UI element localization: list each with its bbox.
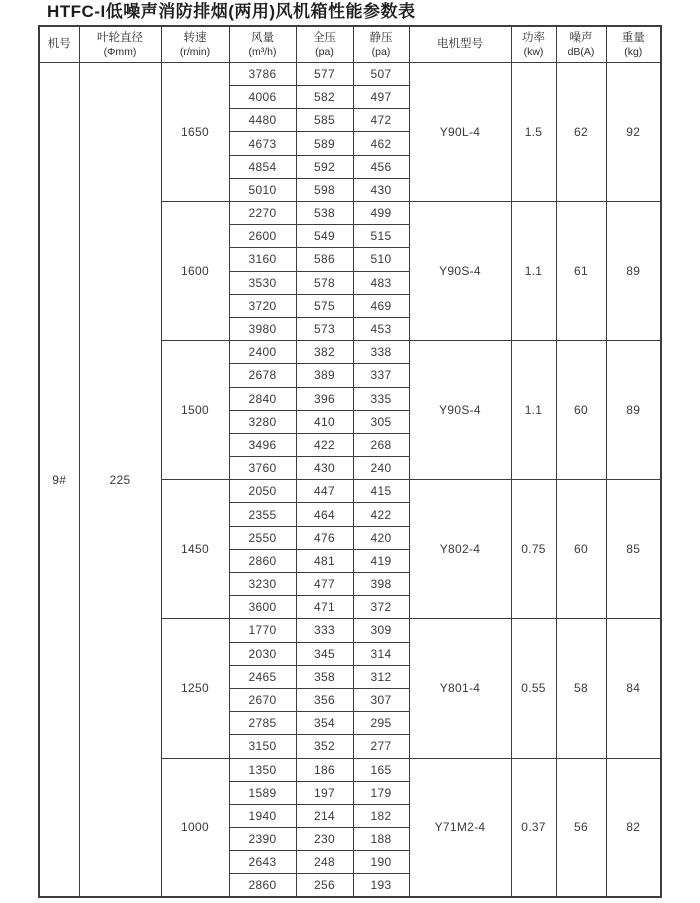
static-pressure-cell: 456 [353,155,409,178]
weight-cell: 89 [606,202,661,341]
total-pressure-cell: 248 [296,851,353,874]
column-unit: dB(A) [567,45,595,58]
total-pressure-cell: 538 [296,202,353,225]
column-header-air-volume [229,26,296,62]
power-cell: 0.55 [511,619,556,758]
air-volume-cell: 5010 [229,178,296,201]
total-pressure-cell: 422 [296,433,353,456]
power-cell: 0.37 [511,758,556,897]
column-header-static-pressure [353,26,409,62]
air-volume-cell: 4673 [229,132,296,155]
column-unit: (kg) [624,45,643,58]
column-header-speed [161,26,229,62]
static-pressure-cell: 462 [353,132,409,155]
column-header-impeller-diameter [79,26,161,62]
total-pressure-cell: 256 [296,874,353,897]
air-volume-cell: 3160 [229,248,296,271]
static-pressure-cell: 305 [353,410,409,433]
static-pressure-cell: 472 [353,109,409,132]
static-pressure-cell: 415 [353,480,409,503]
noise-cell: 61 [556,202,606,341]
motor-model-cell: Y71M2-4 [409,758,511,897]
weight-cell: 85 [606,480,661,619]
machine-no-cell: 9# [39,62,79,897]
static-pressure-cell: 314 [353,642,409,665]
table-body [39,62,661,897]
column-unit: (Φmm) [103,45,137,58]
air-volume-cell: 4854 [229,155,296,178]
motor-model-cell: Y90S-4 [409,202,511,341]
header-row [39,26,661,62]
air-volume-cell: 2465 [229,665,296,688]
air-volume-cell: 1940 [229,804,296,827]
speed-cell: 1450 [161,480,229,619]
table-header [39,26,661,62]
static-pressure-cell: 483 [353,271,409,294]
air-volume-cell: 3760 [229,457,296,480]
total-pressure-cell: 464 [296,503,353,526]
air-volume-cell: 1770 [229,619,296,642]
total-pressure-cell: 476 [296,526,353,549]
column-label: 机号 [47,38,71,51]
air-volume-cell: 2400 [229,341,296,364]
static-pressure-cell: 419 [353,549,409,572]
motor-model-cell: Y90S-4 [409,341,511,480]
total-pressure-cell: 578 [296,271,353,294]
air-volume-cell: 2050 [229,480,296,503]
static-pressure-cell: 312 [353,665,409,688]
column-label: 静压 [369,32,393,45]
air-volume-cell: 3720 [229,294,296,317]
total-pressure-cell: 352 [296,735,353,758]
column-label: 电机型号 [437,38,483,51]
air-volume-cell: 2860 [229,549,296,572]
power-cell: 1.1 [511,341,556,480]
air-volume-cell: 1589 [229,781,296,804]
static-pressure-cell: 182 [353,804,409,827]
total-pressure-cell: 598 [296,178,353,201]
air-volume-cell: 2643 [229,851,296,874]
column-unit: (m³/h) [248,45,277,58]
total-pressure-cell: 582 [296,86,353,109]
speed-cell: 1650 [161,62,229,201]
weight-cell: 89 [606,341,661,480]
total-pressure-cell: 585 [296,109,353,132]
air-volume-cell: 3786 [229,62,296,85]
weight-cell: 84 [606,619,661,758]
column-header-noise [556,26,606,62]
air-volume-cell: 2390 [229,828,296,851]
column-header-motor-model [409,26,511,62]
static-pressure-cell: 453 [353,317,409,340]
air-volume-cell: 2670 [229,688,296,711]
column-label: 全压 [313,32,336,45]
motor-model-cell: Y802-4 [409,480,511,619]
table-row [39,62,661,85]
power-cell: 0.75 [511,480,556,619]
total-pressure-cell: 356 [296,688,353,711]
column-header-machine-no [39,26,79,62]
column-label: 叶轮直径 [97,32,143,45]
column-header-total-pressure [296,26,353,62]
total-pressure-cell: 477 [296,573,353,596]
total-pressure-cell: 333 [296,619,353,642]
total-pressure-cell: 396 [296,387,353,410]
power-cell: 1.1 [511,202,556,341]
air-volume-cell: 3230 [229,573,296,596]
column-label: 噪声 [569,32,593,45]
column-unit: (kw) [523,45,544,58]
total-pressure-cell: 186 [296,758,353,781]
air-volume-cell: 2030 [229,642,296,665]
column-unit: (pa) [371,45,391,58]
speed-cell: 1500 [161,341,229,480]
static-pressure-cell: 190 [353,851,409,874]
total-pressure-cell: 358 [296,665,353,688]
speed-cell: 1600 [161,202,229,341]
static-pressure-cell: 420 [353,526,409,549]
weight-cell: 92 [606,62,661,201]
static-pressure-cell: 337 [353,364,409,387]
fan-spec-table [38,25,662,898]
noise-cell: 60 [556,341,606,480]
total-pressure-cell: 589 [296,132,353,155]
total-pressure-cell: 586 [296,248,353,271]
static-pressure-cell: 179 [353,781,409,804]
impeller-diameter-cell: 225 [79,62,161,897]
static-pressure-cell: 165 [353,758,409,781]
total-pressure-cell: 447 [296,480,353,503]
column-label: 功率 [522,32,545,45]
static-pressure-cell: 335 [353,387,409,410]
motor-model-cell: Y90L-4 [409,62,511,201]
noise-cell: 58 [556,619,606,758]
air-volume-cell: 4480 [229,109,296,132]
total-pressure-cell: 410 [296,410,353,433]
static-pressure-cell: 268 [353,433,409,456]
air-volume-cell: 2355 [229,503,296,526]
total-pressure-cell: 230 [296,828,353,851]
static-pressure-cell: 188 [353,828,409,851]
column-header-power [511,26,556,62]
total-pressure-cell: 549 [296,225,353,248]
air-volume-cell: 3600 [229,596,296,619]
static-pressure-cell: 295 [353,712,409,735]
total-pressure-cell: 214 [296,804,353,827]
page [0,2,700,898]
column-header-weight [606,26,661,62]
static-pressure-cell: 430 [353,178,409,201]
total-pressure-cell: 389 [296,364,353,387]
air-volume-cell: 4006 [229,86,296,109]
column-unit: (pa) [315,45,334,58]
total-pressure-cell: 592 [296,155,353,178]
static-pressure-cell: 510 [353,248,409,271]
air-volume-cell: 3496 [229,433,296,456]
static-pressure-cell: 497 [353,86,409,109]
static-pressure-cell: 240 [353,457,409,480]
total-pressure-cell: 471 [296,596,353,619]
air-volume-cell: 2600 [229,225,296,248]
noise-cell: 60 [556,480,606,619]
air-volume-cell: 3530 [229,271,296,294]
air-volume-cell: 2270 [229,202,296,225]
static-pressure-cell: 277 [353,735,409,758]
static-pressure-cell: 193 [353,874,409,897]
static-pressure-cell: 309 [353,619,409,642]
weight-cell: 82 [606,758,661,897]
motor-model-cell: Y801-4 [409,619,511,758]
total-pressure-cell: 430 [296,457,353,480]
total-pressure-cell: 345 [296,642,353,665]
static-pressure-cell: 515 [353,225,409,248]
air-volume-cell: 2860 [229,874,296,897]
static-pressure-cell: 422 [353,503,409,526]
static-pressure-cell: 372 [353,596,409,619]
noise-cell: 62 [556,62,606,201]
column-label: 转速 [183,32,207,45]
power-cell: 1.5 [511,62,556,201]
air-volume-cell: 3150 [229,735,296,758]
speed-cell: 1000 [161,758,229,897]
total-pressure-cell: 577 [296,62,353,85]
column-label: 风量 [251,32,274,45]
static-pressure-cell: 507 [353,62,409,85]
air-volume-cell: 2840 [229,387,296,410]
noise-cell: 56 [556,758,606,897]
air-volume-cell: 2550 [229,526,296,549]
page-title: HTFC-I低噪声消防排烟(两用)风机箱性能参数表 [47,2,416,21]
air-volume-cell: 2785 [229,712,296,735]
speed-cell: 1250 [161,619,229,758]
total-pressure-cell: 382 [296,341,353,364]
static-pressure-cell: 338 [353,341,409,364]
air-volume-cell: 1350 [229,758,296,781]
static-pressure-cell: 499 [353,202,409,225]
column-label: 重量 [621,32,645,45]
static-pressure-cell: 469 [353,294,409,317]
total-pressure-cell: 481 [296,549,353,572]
static-pressure-cell: 398 [353,573,409,596]
total-pressure-cell: 354 [296,712,353,735]
total-pressure-cell: 573 [296,317,353,340]
air-volume-cell: 2678 [229,364,296,387]
total-pressure-cell: 575 [296,294,353,317]
air-volume-cell: 3980 [229,317,296,340]
air-volume-cell: 3280 [229,410,296,433]
static-pressure-cell: 307 [353,688,409,711]
total-pressure-cell: 197 [296,781,353,804]
column-unit: (r/min) [179,45,211,58]
